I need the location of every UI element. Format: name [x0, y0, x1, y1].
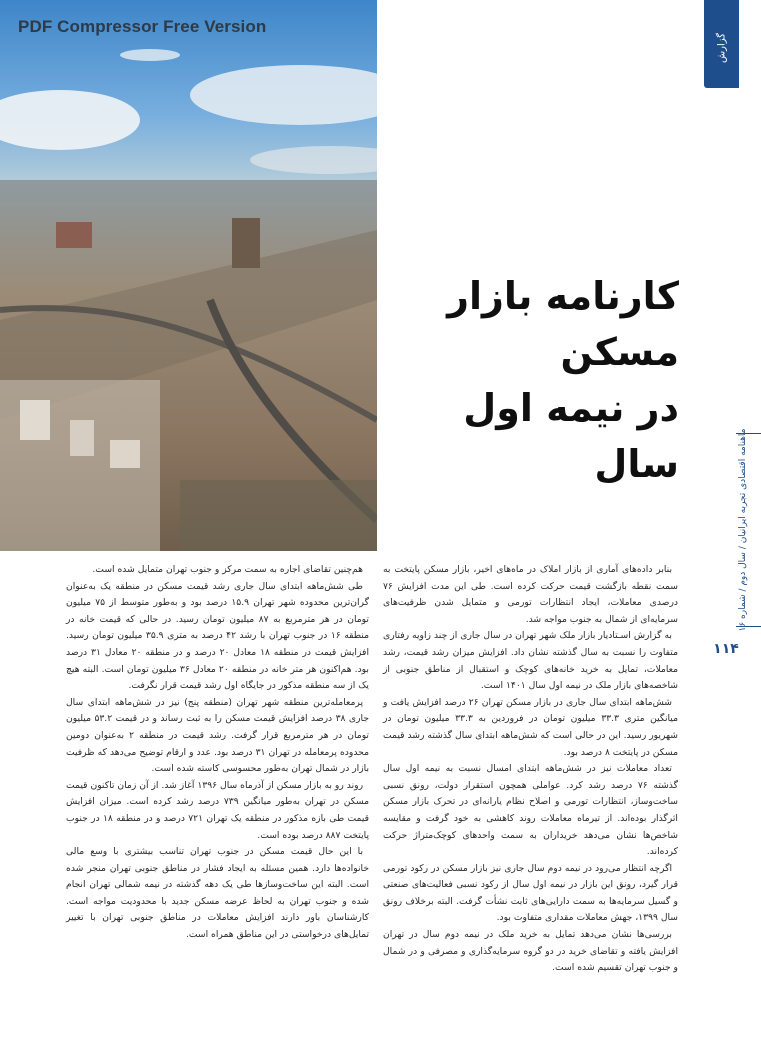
watermark: PDF Compressor Free Version: [18, 17, 267, 36]
side-rule-bottom: [736, 626, 761, 627]
headline-line-1: کارنامه بازار مسکن: [447, 274, 679, 374]
paragraph: طی شش‌ماهه ابتدای سال جاری رشد قیمت مسکن در منطقه یک به‌عنوان گران‌ترین محدوده شهر تهران ۱۵.۹ درصد بود و به‌طور متوسط از ۷۵ میلیون تومان در هر مترمربع به ۸۷ میلیون تومان رسید. در حالی که قیمت خانه در منطقه ۱۶ در جنوب تهران با رشد ۴۲ درصد به متری ۳۵.۹ میلیون تومان رسید. افزایش قیمت در منطقه ۱۸ معادل ۲۰ درصد و در منطقه ۲۰ معادل ۳۱ درصد بود. هم‌اکنون هر متر خانه در منطقه ۲۰ معادل ۳۶ میلیون تومان است. البته هیچ یک از سه منطقه مذکور در جایگاه اول رشد قیمت قرار نگرفت.: [66, 580, 369, 692]
paragraph: روند رو به بازار مسکن از آذرماه سال ۱۳۹۶ آغاز شد. از آن زمان تاکنون قیمت مسکن در تهران به‌طور میانگین ۷۳۹ درصد رشد کرده است. میزان افزایش قیمت طی بازه مذکور در منطقه یک تهران ۷۲۱ درصد و در منطقه ۱۸ در جنوب پایتخت ۸۸۷ درصد بوده است.: [66, 779, 370, 841]
headline-line-2: در نیمه اول سال: [463, 386, 679, 486]
paragraph: اگرچه انتظار می‌رود در نیمه دوم سال جاری نیز بازار مسکن در رکود تورمی قرار گیرد، رونق این بازار در نیمه اول سال از رکود نسبی فعالیت‌های صنعتی و گسیل سرمایه‌ها به سمت دارایی‌های ثابت نشأت گرفت. البته برخلاف رونق سال ۱۳۹۹، جهش معاملات مقداری متفاوت بود.: [383, 862, 678, 924]
paragraph: پرمعامله‌ترین منطقه شهر تهران (منطقه پنج) نیز در شش‌ماهه ابتدای سال جاری ۳۸ درصد افزایش قیمت مسکن را به ثبت رساند و در قیمت ۵۳.۲ میلیون تومان در هر مترمربع قرار گرفت. رشد قیمت در منطقه ۲ به‌عنوان دومین محدوده پرمعامله در تهران ۳۱ درصد بود. عدد و ارقام توضیح می‌دهد که ظرفیت بازار در شمال تهران به‌طور محسوسی کاسته شده است.: [66, 696, 370, 775]
page-number: ۱۱۴: [713, 641, 739, 657]
paragraph: به گزارش اسـتادیار بازار ملک شهر تهران در سال جاری از چند زاویه رفتاری متفاوت را نسبت به سال گذشته نشان داد. افزایش میزان رشد قیمت، رشد معاملات، تمایل به خرید خانه‌های کوچک و استقبال از مناطق جنوبی از شاخصه‌های بازار ملک در نیمه اول سال ۱۴۰۱ است.: [383, 630, 678, 692]
headline: [379, 268, 679, 492]
paragraph: هم‌چنین تقاضای اجاره به سمت مرکز و جنوب تهران متمایل شده است.: [92, 564, 363, 575]
paragraph: بررسی‌ها نشان می‌دهد تمایل به خرید ملک در نیمه دوم سال در تهران افزایش یافته و تقاضای خرید در دو گروه سرمایه‌گذاری و مصرفی و در شمال و جنوب تهران تقسیم شده است.: [383, 929, 678, 974]
section-tab-label: گزارش: [716, 32, 727, 64]
paragraph: بنابر داده‌های آماری از بازار املاک در ماه‌های اخیر، بازار مسکن پایتخت به سمت نقطه بازگشت قیمت حرکت کرده است. طی این مدت افزایش ۷۶ درصدی معاملات، ایجاد انتظارات تورمی و متمایل شدن ظرفیت‌های سرمایه‌ای از شمال به جنوب مواجه شد.: [383, 564, 678, 625]
tehran-aerial-photo: [0, 0, 377, 551]
section-tab: [704, 0, 739, 88]
paragraph: با این حال قیمت مسکن در جنوب تهران تناسب بیشتری با وسع مالی خانواده‌ها دارد. همین مسئله به ایجاد فشار در مناطق جنوبی تهران منجر شده است. البته این ساخت‌وسازها طی یک دهه گذشته در نیمه شمالی تهران انجام شده و جنوب تهران به لحاظ عرضه مسکن جدید با محدودیت مواجه است. کارشناسان باور دارند افزایش معاملات در مناطق جنوبی تهران با تغییر تمایل‌های درخواستی در این مناطق همراه است.: [66, 846, 369, 941]
paragraph: تعداد معاملات نیز در شش‌ماهه ابتدای امسال نسبت به نیمه اول سال گذشته ۷۶ درصد رشد کرد. عواملی همچون استقرار دولت، رونق نسبی ساخت‌وساز، انتظارات تورمی و اصلاح نظام یارانه‌ای در تحرک بازار مسکن اثرگذار بوده‌اند. از تیرماه معاملات روند کاهشی به خود گرفت و مقایسه شاخص‌ها نشان می‌دهد خریداران به سمت واحدهای کوچک‌متراژ حرکت کرده‌اند.: [383, 763, 678, 858]
paragraph: شش‌ماهه ابتدای سال جاری در بازار مسکن تهران ۲۶ درصد افزایش یافت و میانگین متری ۳۳.۳ میلیون تومان در فروردین به ۳۳.۳ میلیون تومان در شهریور رسید. این در حالی است که شش‌ماهه ابتدای سال گذشته رشد قیمت مسکن در پایتخت ۸ درصد بود.: [383, 696, 678, 758]
article-column-left: [66, 562, 369, 944]
article-column-right: [383, 562, 678, 977]
magazine-side-label: ماهنامه اقتصادی تجربه ایرانیان / سال دوم / شماره: [738, 428, 748, 619]
